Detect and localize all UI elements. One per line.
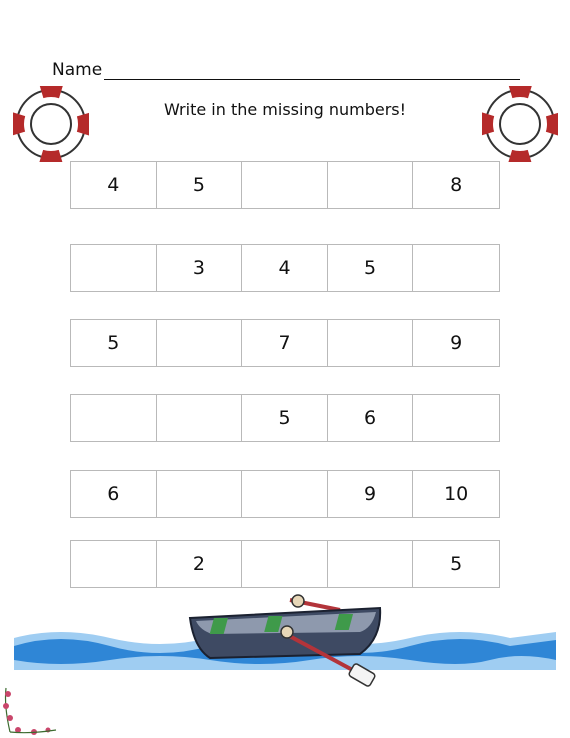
number-cell[interactable] [328, 541, 414, 587]
rowboat-icon [190, 595, 380, 687]
instruction-text: Write in the missing numbers! [163, 100, 407, 119]
number-cell[interactable] [71, 395, 157, 441]
number-cell[interactable] [157, 471, 243, 517]
number-cell[interactable]: 7 [242, 320, 328, 366]
number-cell[interactable] [71, 541, 157, 587]
name-blank[interactable] [104, 61, 520, 80]
number-row [70, 161, 500, 209]
number-cell[interactable] [328, 320, 414, 366]
boat-scene [0, 588, 570, 698]
number-cell[interactable] [413, 395, 499, 441]
number-cell[interactable] [242, 471, 328, 517]
number-row [70, 540, 500, 588]
flower-border-icon [0, 686, 60, 736]
number-cell[interactable]: 4 [71, 162, 157, 208]
number-cell[interactable] [413, 245, 499, 291]
number-cell[interactable]: 9 [328, 471, 414, 517]
life-ring-icon [482, 86, 558, 162]
number-cell[interactable]: 4 [242, 245, 328, 291]
number-cell[interactable]: 5 [71, 320, 157, 366]
number-row [70, 470, 500, 518]
number-cell[interactable]: 5 [157, 162, 243, 208]
life-ring-icon [13, 86, 89, 162]
number-cell[interactable] [71, 245, 157, 291]
number-cell[interactable]: 6 [328, 395, 414, 441]
number-row [70, 319, 500, 367]
number-cell[interactable]: 5 [450, 553, 463, 575]
number-cell[interactable]: 10 [444, 483, 469, 505]
number-cell[interactable] [157, 395, 243, 441]
number-row [70, 394, 500, 442]
number-cell[interactable] [242, 162, 328, 208]
number-cell[interactable] [242, 541, 328, 587]
number-cell[interactable]: 8 [450, 174, 463, 196]
number-cell[interactable] [328, 162, 414, 208]
number-cell[interactable]: 5 [328, 245, 414, 291]
number-cell[interactable]: 2 [157, 541, 243, 587]
number-cell[interactable]: 6 [71, 471, 157, 517]
number-cell[interactable]: 3 [157, 245, 243, 291]
number-row [70, 244, 500, 292]
number-cell[interactable]: 9 [450, 332, 463, 354]
name-label: Name [52, 60, 103, 80]
number-cell[interactable]: 5 [242, 395, 328, 441]
number-cell[interactable] [157, 320, 243, 366]
name-line [52, 58, 520, 80]
